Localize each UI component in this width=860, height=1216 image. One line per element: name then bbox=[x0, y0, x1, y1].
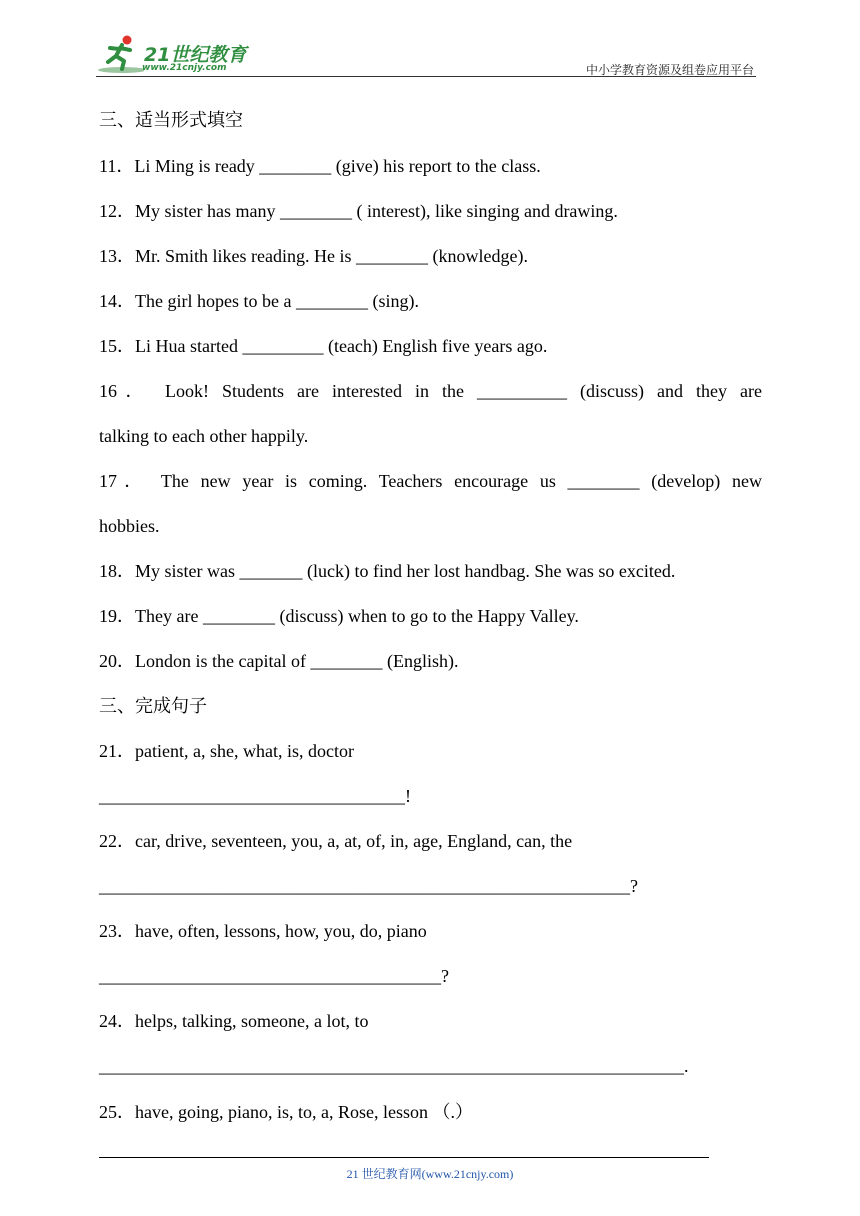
question-23: 23．have, often, lessons, how, you, do, piano bbox=[99, 921, 427, 941]
question-18: 18．My sister was _______ (luck) to find her lost handbag. She was so excited. bbox=[99, 561, 676, 581]
runner-logo-icon bbox=[96, 32, 144, 76]
question-17-continued: hobbies. bbox=[99, 516, 160, 536]
footer-divider bbox=[99, 1157, 709, 1158]
question-16: 16． Look! Students are interested in the __________ (discuss) and they are bbox=[99, 381, 762, 401]
answer-line-21: __________________________________! bbox=[99, 786, 411, 806]
brand-url: www.21cnjy.com bbox=[142, 63, 227, 73]
question-24: 24．helps, talking, someone, a lot, to bbox=[99, 1011, 369, 1031]
question-17: 17． The new year is coming. Teachers encourage us ________ (develop) new bbox=[99, 471, 762, 491]
platform-title: 中小学教育资源及组卷应用平台 bbox=[585, 63, 754, 77]
question-14: 14．The girl hopes to be a ________ (sing). bbox=[99, 291, 419, 311]
section-title-fill: 三、适当形式填空 bbox=[99, 110, 243, 130]
question-15: 15．Li Hua started _________ (teach) English five years ago. bbox=[99, 336, 548, 356]
answer-line-24: _________________________________________________________________. bbox=[99, 1056, 689, 1076]
page-footer: 21 世纪教育网(www.21cnjy.com) bbox=[346, 1167, 514, 1181]
brand-logo bbox=[96, 32, 276, 76]
question-13: 13．Mr. Smith likes reading. He is ________ (knowledge). bbox=[99, 246, 528, 266]
question-20: 20．London is the capital of ________ (English). bbox=[99, 651, 459, 671]
section-title-sentences: 三、完成句子 bbox=[99, 696, 207, 716]
answer-line-22: ___________________________________________________________? bbox=[99, 876, 638, 896]
header-divider bbox=[96, 76, 756, 77]
answer-line-23: ______________________________________? bbox=[99, 966, 449, 986]
question-19: 19．They are ________ (discuss) when to go to the Happy Valley. bbox=[99, 606, 579, 626]
question-25: 25．have, going, piano, is, to, a, Rose, lesson （.） bbox=[99, 1102, 473, 1122]
question-21: 21．patient, a, she, what, is, doctor bbox=[99, 741, 354, 761]
page-header bbox=[96, 30, 756, 78]
brand-name: 21世纪教育 bbox=[144, 44, 247, 66]
question-22: 22．car, drive, seventeen, you, a, at, of, in, age, England, can, the bbox=[99, 831, 573, 851]
question-12: 12．My sister has many ________ ( interest), like singing and drawing. bbox=[99, 201, 618, 221]
question-16-continued: talking to each other happily. bbox=[99, 426, 309, 446]
question-11: 11．Li Ming is ready ________ (give) his report to the class. bbox=[99, 156, 541, 176]
